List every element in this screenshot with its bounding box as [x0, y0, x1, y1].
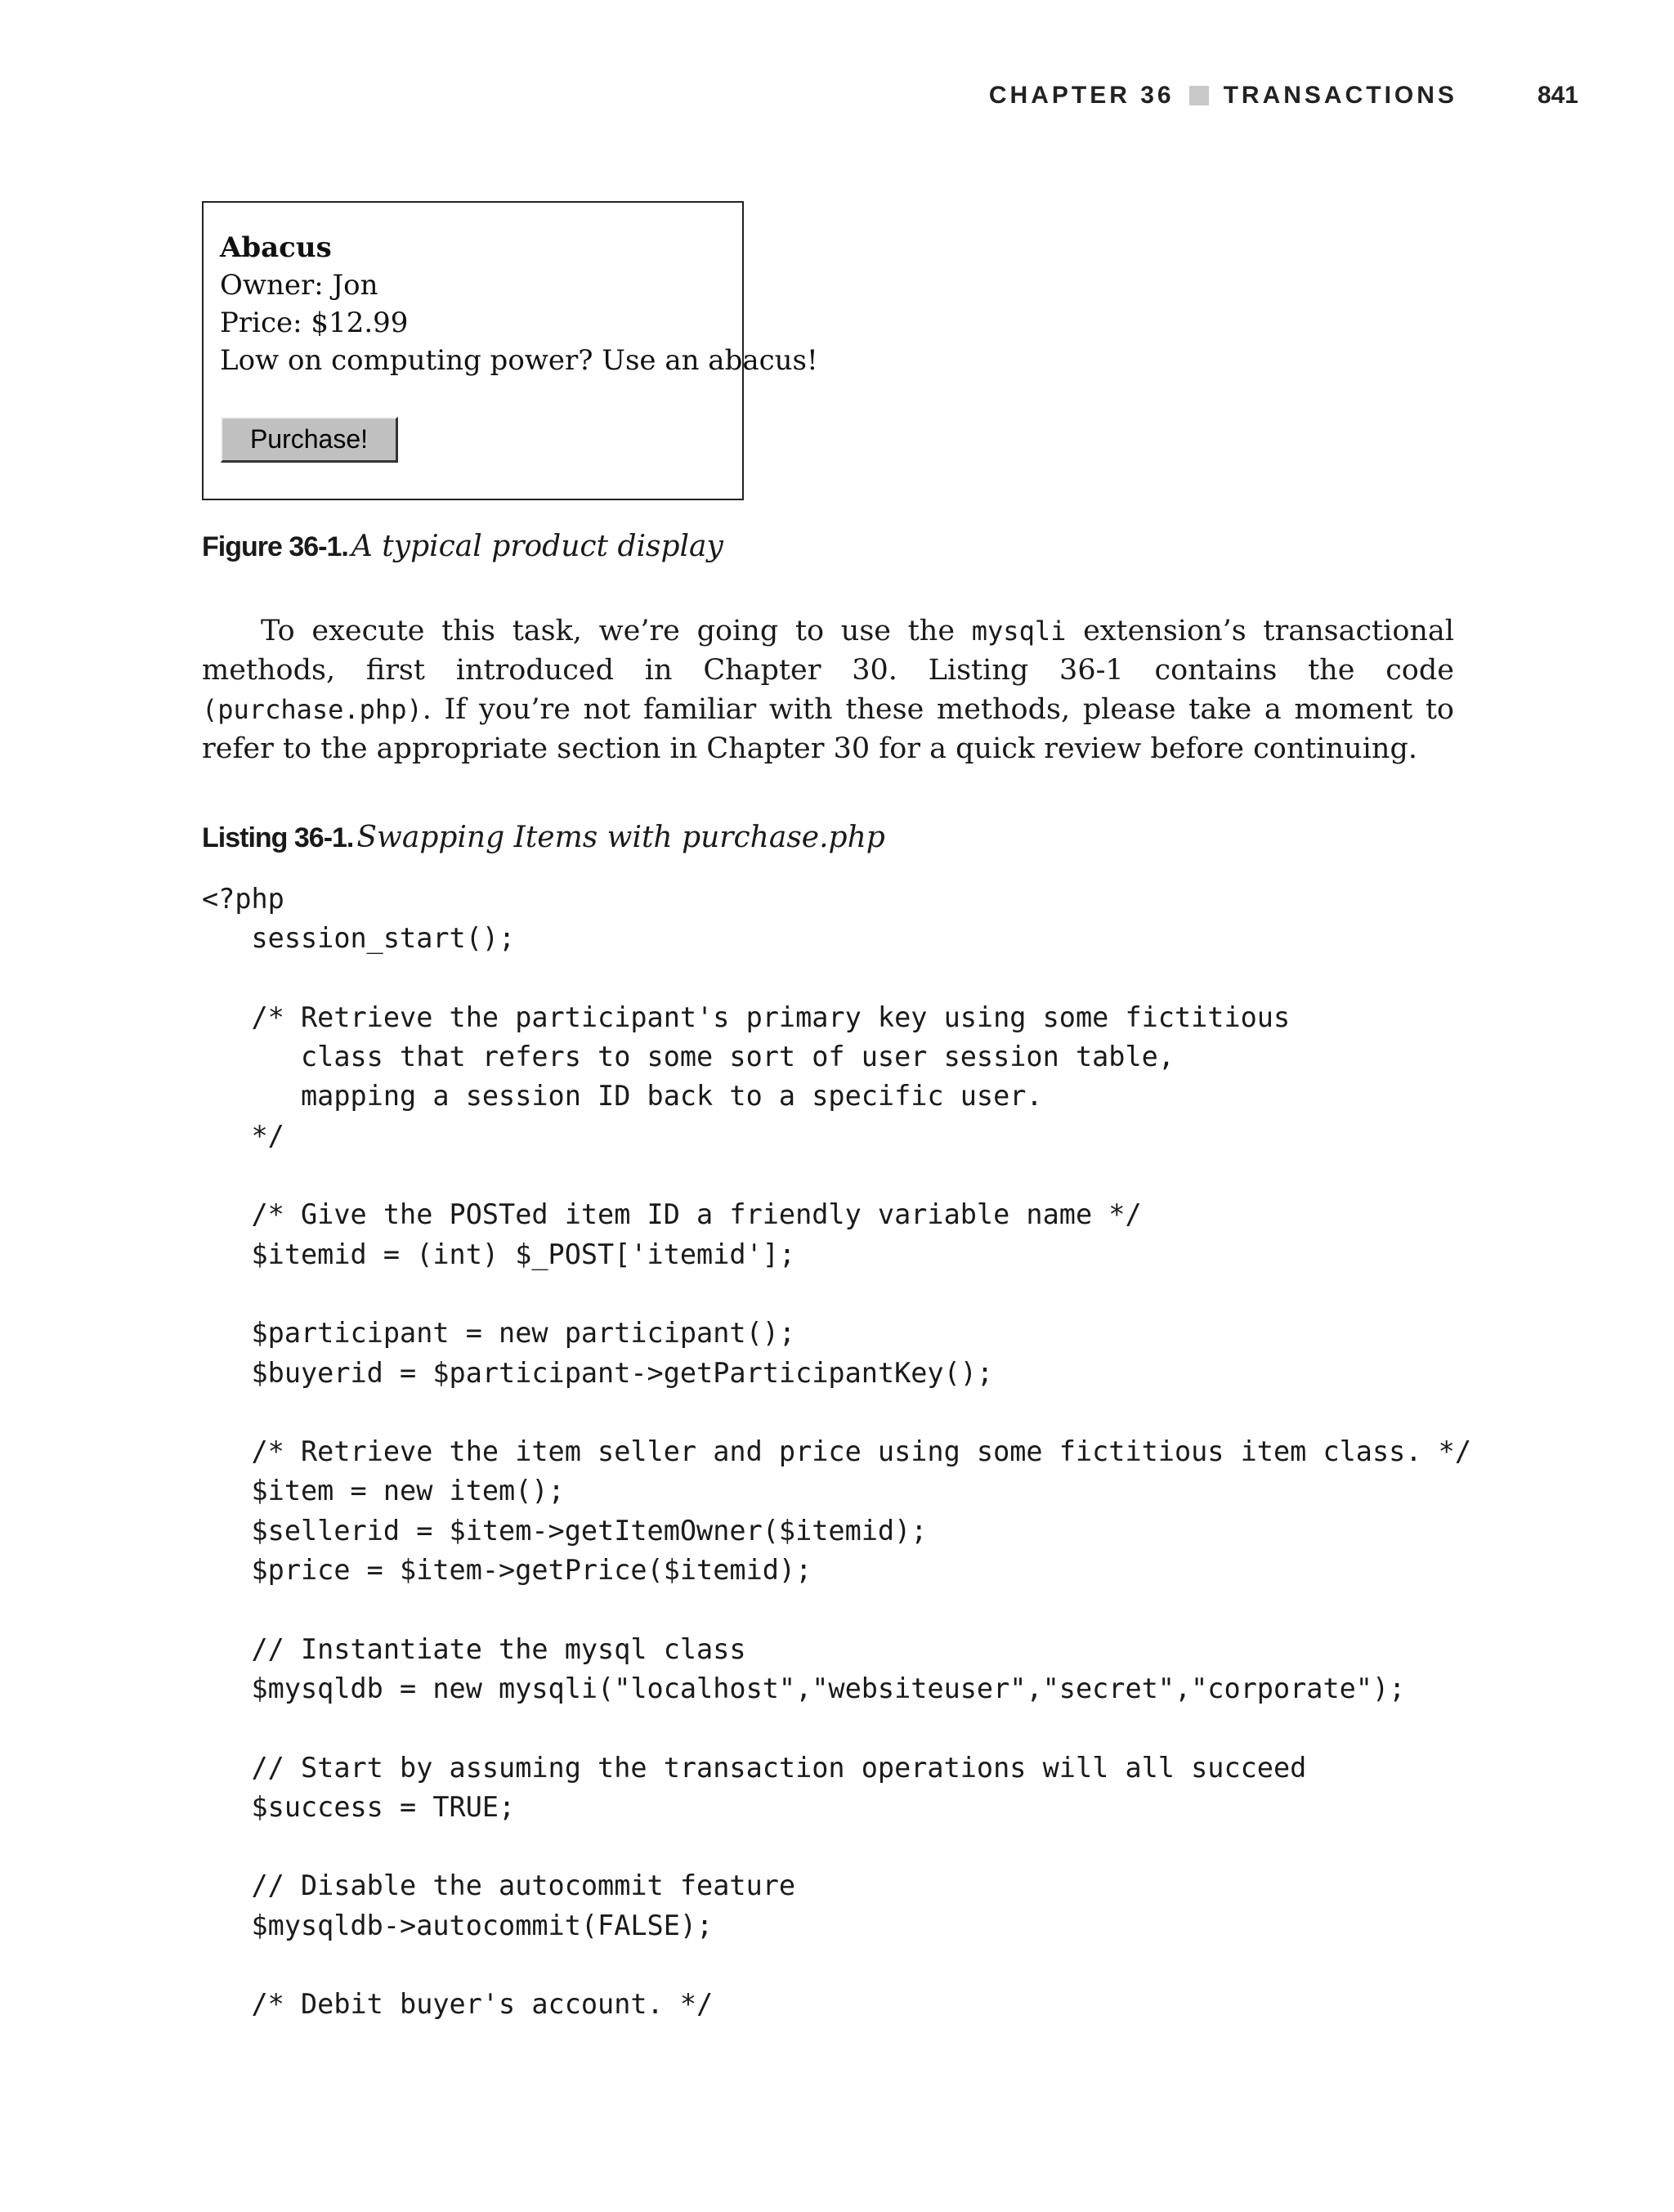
figure-caption-label: Figure 36-1.: [202, 531, 348, 562]
code-line: /* Give the POSTed item ID a friendly variable name */: [202, 1198, 1142, 1231]
code-line: [202, 1274, 1471, 1314]
figure-caption-text: A typical product display: [351, 530, 723, 563]
code-line: [202, 1946, 1471, 1985]
code-line: [202, 1590, 1471, 1629]
code-line: $participant = new participant();: [202, 1317, 796, 1350]
code-listing: [202, 880, 1471, 2025]
code-line: $mysqldb = new mysqli("localhost","websiteuser","secret","corporate");: [202, 1672, 1406, 1704]
code-line: [202, 1393, 1471, 1432]
listing-caption-label: Listing 36-1.: [202, 822, 354, 853]
code-line: session_start();: [202, 922, 516, 955]
page-number: 841: [1537, 82, 1578, 109]
code-line: $buyerid = $participant->getParticipantKey();: [202, 1356, 994, 1389]
separator-square-icon: [1189, 86, 1209, 105]
section-title: TRANSACTIONS: [1223, 82, 1457, 109]
chapter-label: CHAPTER 36: [988, 82, 1175, 109]
code-line: /* Retrieve the participant's primary key using some fictitious: [202, 1001, 1291, 1033]
code-line: // Start by assuming the transaction operations will all succeed: [202, 1751, 1307, 1784]
code-line: [202, 959, 1471, 998]
code-line: [202, 1156, 1471, 1195]
code-line: $mysqldb->autocommit(FALSE);: [202, 1909, 714, 1941]
product-name: Abacus: [220, 231, 332, 264]
product-details: [220, 229, 818, 379]
listing-caption: [202, 821, 885, 854]
code-line: /* Debit buyer's account. */: [202, 1988, 714, 2021]
product-display-figure: [202, 201, 818, 500]
code-line: $price = $item->getPrice($itemid);: [202, 1554, 812, 1587]
code-line: /* Retrieve the item seller and price using some fictitious item class. */: [202, 1435, 1471, 1468]
code-line: [202, 1827, 1471, 1866]
running-head: [989, 82, 1578, 110]
product-price: Price: $12.99: [220, 307, 409, 339]
paragraph-text-2: extension’s transactional methods, first introduced in Chapter 30. Listing 36-1 contains the code: [202, 615, 1454, 687]
paragraph-code-filename: (purchase.php): [202, 694, 423, 725]
figure-caption: [202, 530, 723, 563]
code-line: class that refers to some sort of user session table,: [202, 1041, 1175, 1073]
purchase-button[interactable]: Purchase!: [221, 417, 398, 463]
listing-caption-title: Swapping Items with purchase.php: [356, 821, 885, 854]
code-line: [202, 1708, 1471, 1748]
product-owner: Owner: Jon: [220, 269, 378, 302]
code-line: // Disable the autocommit feature: [202, 1869, 796, 1902]
code-line: $item = new item();: [202, 1475, 565, 1507]
code-line: $itemid = (int) $_POST['itemid'];: [202, 1238, 796, 1270]
product-description: Low on computing power? Use an abacus!: [220, 344, 818, 377]
paragraph-text-3: . If you’re not familiar with these methods, please take a moment to refer to the appropriate section in Chapter 30 for a quick review before continuing.: [202, 693, 1454, 765]
code-line: <?php: [202, 883, 284, 915]
code-line: $sellerid = $item->getItemOwner($itemid);: [202, 1514, 928, 1547]
code-line: // Instantiate the mysql class: [202, 1632, 746, 1665]
body-paragraph: [202, 611, 1454, 768]
code-line: $success = TRUE;: [202, 1790, 516, 1823]
paragraph-text-1: To execute this task, we’re going to use the: [261, 615, 972, 647]
paragraph-code-mysqli: mysqli: [971, 616, 1067, 647]
code-line: mapping a session ID back to a specific user.: [202, 1080, 1043, 1113]
code-line: */: [202, 1119, 284, 1152]
